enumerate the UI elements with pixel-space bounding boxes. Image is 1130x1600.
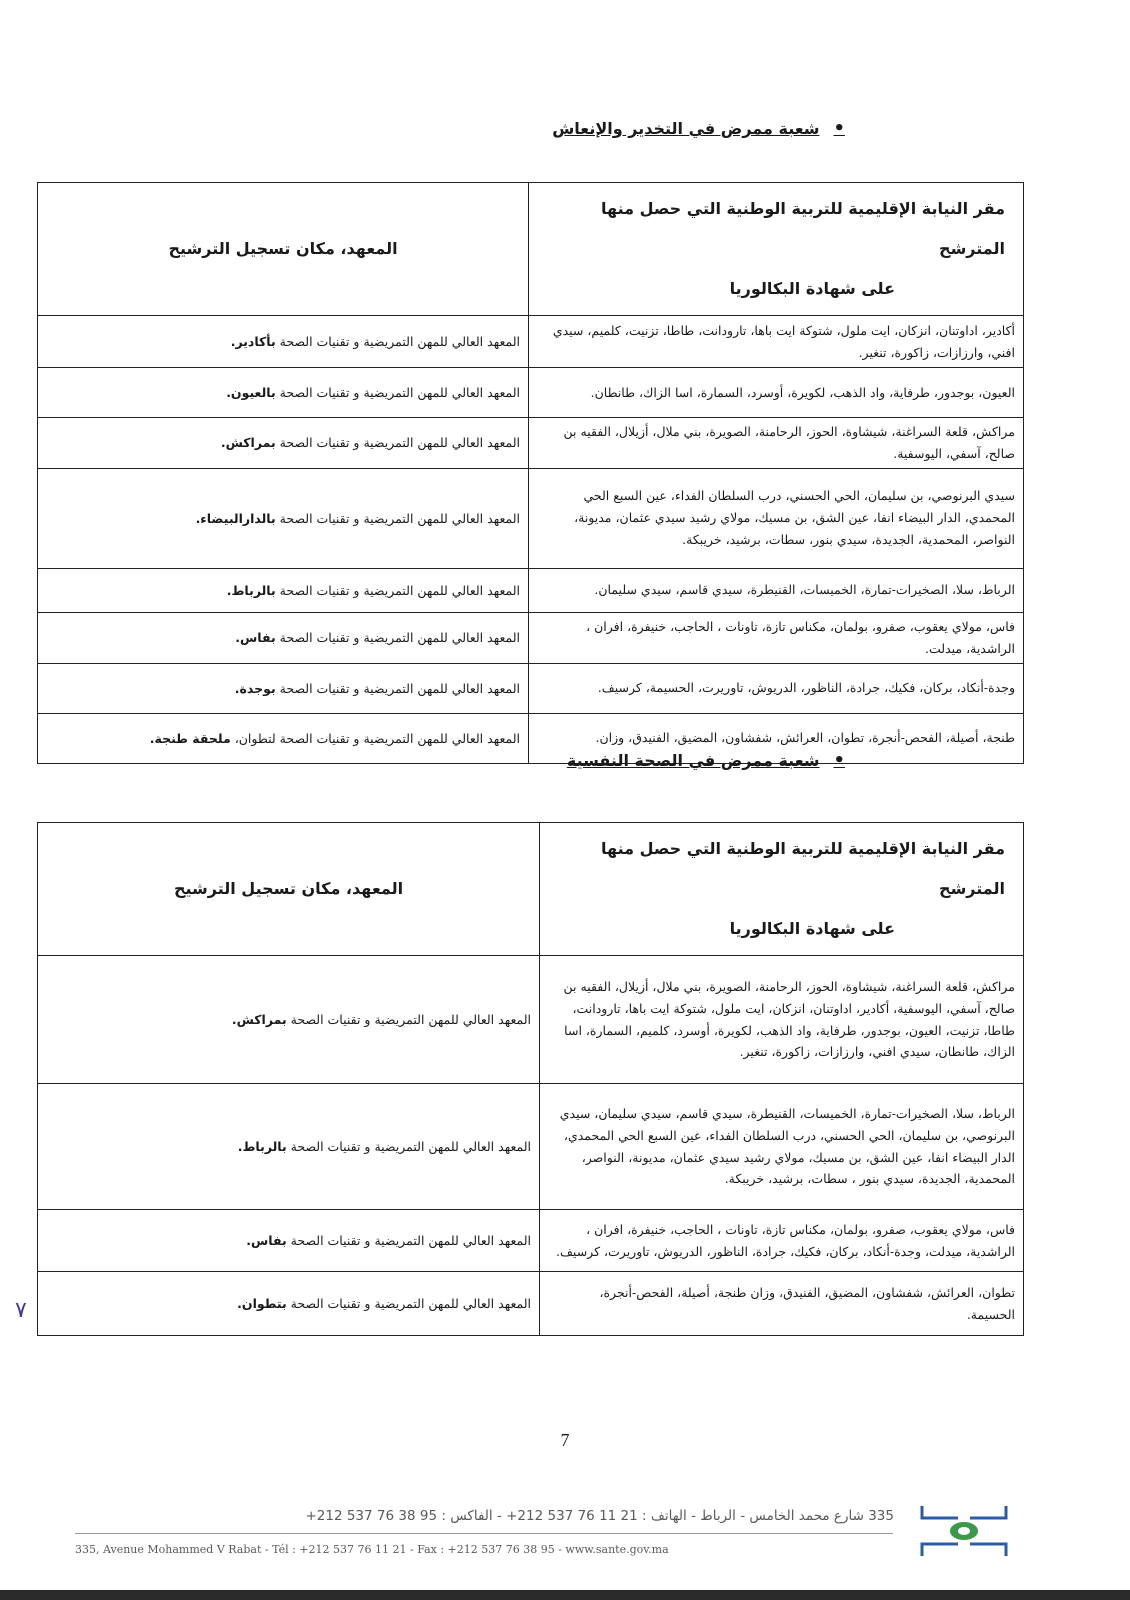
institute-name: المعهد العالي للمهن التمريضية و تقنيات الصحة <box>290 1233 531 1248</box>
institute-cell <box>38 418 529 469</box>
cities-cell: فاس، مولاي يعقوب، صفرو، بولمان، مكناس تازة، تاونات ، الحاجب، خنيفرة، افران ، الراشدية، ميدلت. <box>529 612 1024 663</box>
institute-city: بمراكش. <box>231 1012 287 1027</box>
table-row <box>38 368 1024 418</box>
table-row <box>38 468 1024 568</box>
institute-city: بتطوان. <box>237 1296 287 1311</box>
table-row <box>38 1210 1024 1272</box>
table-row <box>38 316 1024 368</box>
institute-city: بالرباط. <box>237 1139 287 1154</box>
cities-cell: مراكش، قلعة السراغنة، شيشاوة، الحوز، الرحامنة، الصويرة، بني ملال، أزيلال، الفقيه بن صالح، آسفي، اليوسفية. <box>529 418 1024 469</box>
institute-name: المعهد العالي للمهن التمريضية و تقنيات الصحة <box>279 385 520 400</box>
cities-cell: العيون، بوجدور، طرفاية، واد الذهب، لكويرة، أوسرد، السمارة، اسا الزاك، طانطان. <box>529 368 1024 418</box>
cities-cell: سيدي البرنوصي، بن سليمان، الحي الحسني، درب السلطان الفداء، عين السبع الحي المحمدي، الدار البيضاء انفا، عين الشق، بن مسيك، مولاي رشيد سيدي عثمان، مديونة، النواصر، المحمدية، الجديدة، سيدي بنور، سطات، برشيد، خريبكة. <box>529 468 1024 568</box>
section-heading-mental-health <box>567 750 845 771</box>
table-row <box>38 418 1024 469</box>
bottom-edge <box>0 1590 1130 1600</box>
institute-cell <box>38 956 540 1084</box>
header-cities: مقر النيابة الإقليمية للتربية الوطنية التي حصل منها المترشح على شهادة البكالوريا <box>529 183 1024 316</box>
institute-name: المعهد العالي للمهن التمريضية و تقنيات الصحة <box>279 680 520 696</box>
table-anesthesia <box>37 182 1024 764</box>
institute-city: بالرباط. <box>226 582 276 598</box>
institute-city: بأكادير. <box>230 334 276 349</box>
institute-name: المعهد العالي للمهن التمريضية و تقنيات الصحة <box>279 582 520 598</box>
section-title: شعبة ممرض في التخدير والإنعاش <box>552 119 820 138</box>
institute-cell <box>38 568 529 612</box>
institute-city: بوجدة. <box>234 680 276 696</box>
institute-cell <box>38 368 529 418</box>
header-institute: المعهد، مكان تسجيل الترشيح <box>38 183 529 316</box>
institute-city: بالدارالبيضاء. <box>195 510 276 526</box>
institute-name: المعهد العالي للمهن التمريضية و تقنيات الصحة <box>279 334 520 349</box>
table-row <box>38 1272 1024 1336</box>
institute-city: بفاس. <box>235 630 276 646</box>
cities-cell: تطوان، العرائش، شفشاون، المضيق، الفنيدق، وزان طنجة، أصيلة، الفحص-أنجرة، الحسيمة. <box>540 1272 1024 1336</box>
institute-city: بالعيون. <box>226 385 276 400</box>
institute-name: المعهد العالي للمهن التمريضية و تقنيات الصحة لتطوان، <box>234 730 520 746</box>
table-row <box>38 956 1024 1084</box>
institute-cell <box>38 612 529 663</box>
bullet-icon: • <box>833 118 845 139</box>
cities-cell: طنجة، أصيلة، الفحص-أنجرة، تطوان، العرائش، شفشاون، المضيق، الفنيدق، وزان. <box>529 713 1024 763</box>
cities-cell: الرباط، سلا، الصخيرات-تمارة، الخميسات، القنيطرة، سيدي قاسم، سيدي سليمان، سيدي البرنوصي، بن سليمان، الحي الحسني، درب السلطان الفداء، عين السبع الحي المحمدي، الدار البيضاء انفا، عين الشق، بن مسيك، مولاي رشيد سيدي عثمان، مديونة، النواصر، المحمدية، الجديدة، سيدي بنور ، سطات، برشيد، خريبكة. <box>540 1084 1024 1210</box>
institute-name: المعهد العالي للمهن التمريضية و تقنيات الصحة <box>279 435 520 451</box>
institute-name: المعهد العالي للمهن التمريضية و تقنيات الصحة <box>290 1139 531 1154</box>
institute-cell <box>38 316 529 368</box>
cities-cell: أكادير، اداوتنان، انزكان، ايت ملول، شتوكة ايت باها، تارودانت، طاطا، تزنيت، كلميم، سيدي افني، وارزازات، زاكورة، تنغير. <box>529 316 1024 368</box>
ministry-logo-icon <box>918 1500 1010 1562</box>
table-row <box>38 713 1024 763</box>
institute-cell <box>38 1272 540 1336</box>
institute-city: ملحقة طنجة. <box>149 730 231 746</box>
institute-name: المعهد العالي للمهن التمريضية و تقنيات الصحة <box>290 1296 531 1311</box>
bullet-icon: • <box>833 750 845 771</box>
header-institute: المعهد، مكان تسجيل الترشيح <box>38 823 540 956</box>
institute-name: المعهد العالي للمهن التمريضية و تقنيات الصحة <box>279 630 520 646</box>
table-row <box>38 612 1024 663</box>
table-header-row <box>38 183 1024 316</box>
cities-cell: مراكش، قلعة السراغنة، شيشاوة، الحوز، الرحامنة، الصويرة، بني ملال، أزيلال، الفقيه بن صالح، آسفي، اليوسفية، أكادير، اداوتنان، انزكان، ايت ملول، شتوكة ايت باها، تارودانت، طاطا، تزنيت، العيون، بوجدور، طرفاية، واد الذهب، لكويرة، أوسرد، كلميم، السمارة، اسا الزاك، طانطان، سيدي افني، وارزازات، زاكورة، تنغير. <box>540 956 1024 1084</box>
header-cities: مقر النيابة الإقليمية للتربية الوطنية التي حصل منها المترشح على شهادة البكالوريا <box>540 823 1024 956</box>
handwritten-mark: ٧ <box>15 1298 27 1323</box>
section-heading-anesthesia <box>552 118 845 139</box>
table-row <box>38 663 1024 713</box>
cities-cell: الرباط، سلا، الصخيرات-تمارة، الخميسات، القنيطرة، سيدي قاسم، سيدي سليمان. <box>529 568 1024 612</box>
cities-cell: فاس، مولاي يعقوب، صفرو، بولمان، مكناس تازة، تاونات ، الحاجب، خنيفرة، افران ، الراشدية، ميدلت، وجدة-أنكاد، بركان، فكيك، جرادة، الناظور، الدريوش، تاوريرت، كرسيف. <box>540 1210 1024 1272</box>
page-number: 7 <box>560 1430 570 1450</box>
institute-name: المعهد العالي للمهن التمريضية و تقنيات الصحة <box>290 1012 531 1027</box>
cities-cell: وجدة-أنكاد، بركان، فكيك، جرادة، الناظور، الدريوش، تاوريرت، الحسيمة، كرسيف. <box>529 663 1024 713</box>
institute-cell <box>38 1084 540 1210</box>
institute-cell <box>38 663 529 713</box>
institute-city: بفاس. <box>246 1233 287 1248</box>
institute-name: المعهد العالي للمهن التمريضية و تقنيات الصحة <box>279 510 520 526</box>
table-mental-health <box>37 822 1024 1336</box>
section-title: شعبة ممرض في الصحة النفسية <box>566 751 820 770</box>
table-row <box>38 1084 1024 1210</box>
footer-address-arabic: 335 شارع محمد الخامس - الرباط - الهاتف : 21 11 76 537 212+ - الفاكس : 95 38 76 537 212+ <box>305 1508 894 1524</box>
table-header-row <box>38 823 1024 956</box>
footer-divider <box>75 1533 893 1534</box>
institute-city: بمراكش. <box>220 435 276 451</box>
institute-cell <box>38 713 529 763</box>
institute-cell <box>38 1210 540 1272</box>
institute-cell <box>38 468 529 568</box>
table-row <box>38 568 1024 612</box>
footer-address-french: 335, Avenue Mohammed V Rabat - Tél : +212 537 76 11 21 - Fax : +212 537 76 38 95 - www.sante.gov.ma <box>75 1543 669 1556</box>
